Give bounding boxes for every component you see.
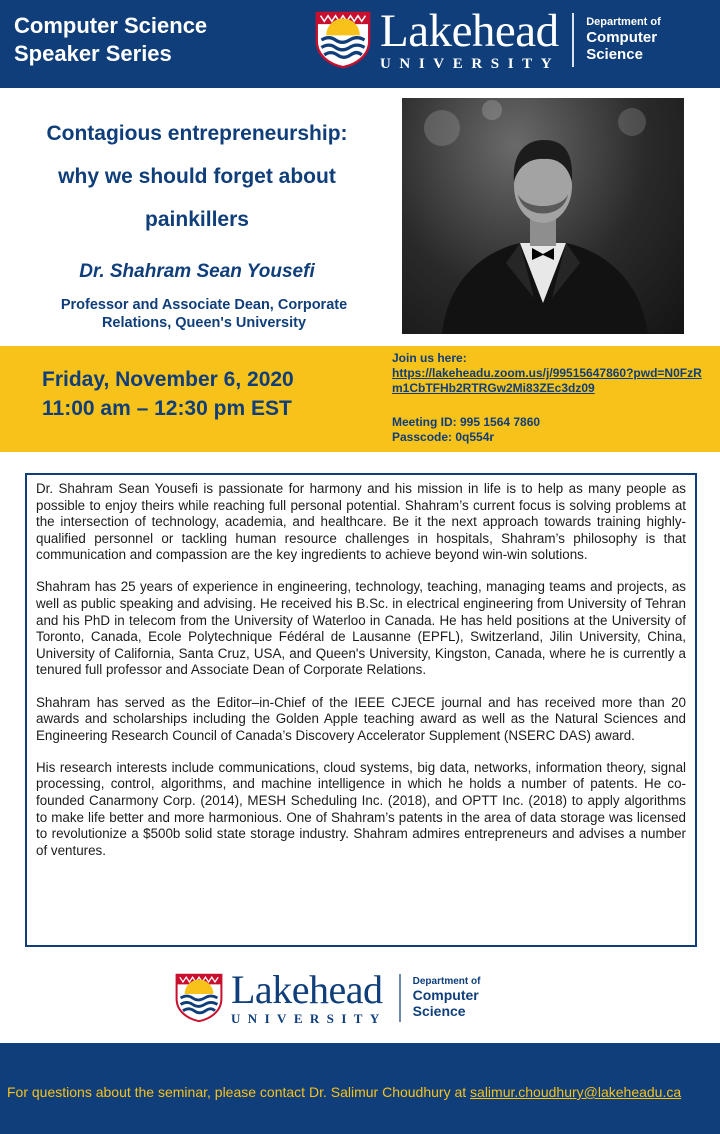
bio-paragraph-1: Dr. Shahram Sean Yousefi is passionate for harmony and his mission in life is to help as many people as possible to enjoy theirs while reaching full personal potential. Shahram’s current focus is solving problems at the intersection of technology, academia, and healthcare. Be it the next approach towards training highly-qualified personnel or tackling human resource challenges in hospitals, Shahram’s philosophy is that communication and compassion are the key ingredients to achieve beyond win-win solutions. xyxy=(36,481,686,563)
logo-university: UNIVERSITY xyxy=(380,56,561,72)
meeting-passcode: Passcode: 0q554r xyxy=(392,430,495,444)
lakehead-logo-header xyxy=(314,5,661,72)
zoom-link[interactable]: https://lakeheadu.zoom.us/j/99515647860?pwd=N0FzRm1CbTFHb2RTRGw2Mi83ZEc3dz09 xyxy=(392,366,702,395)
logo-name: Lakehead xyxy=(231,967,383,1012)
contact-text: For questions about the seminar, please contact Dr. Salimur Choudhury at xyxy=(7,1084,471,1100)
lakehead-shield-icon xyxy=(314,11,372,69)
dept-line-3: Science xyxy=(412,1003,466,1020)
talk-title-line-2: why we should forget about xyxy=(58,165,336,188)
lakehead-shield-icon xyxy=(175,973,223,1023)
speaker-photo xyxy=(402,98,684,334)
speaker-name: Dr. Shahram Sean Yousefi xyxy=(79,261,315,282)
series-title xyxy=(14,12,274,68)
dept-line-1: Department of xyxy=(586,16,661,29)
talk-title-line-1: Contagious entrepreneurship: xyxy=(46,122,348,145)
contact-line xyxy=(7,1084,681,1100)
bio-paragraph-3: Shahram has served as the Editor–in-Chief of the IEEE CJECE journal and has received more than 20 awards and scholarships including the Golden Apple teaching award as well as the Natural Sciences and Engineering Research Council of Canada’s Discovery Accelerator Supplement (NSERC DAS) award. xyxy=(36,694,686,743)
contact-email-link[interactable]: salimur.choudhury@lakeheadu.ca xyxy=(470,1084,682,1100)
affiliation-line-1: Professor and Associate Dean, Corporate xyxy=(60,297,348,313)
affiliation-line-2: Relations, Queen's University xyxy=(101,315,307,331)
logo-divider xyxy=(399,974,401,1022)
speaker-affiliation xyxy=(24,296,384,332)
bio-paragraph-4: His research interests include communications, cloud systems, big data, networks, information theory, signal processing, control, algorithms, and machine intelligence in which he holds a number of patents. He co-founded Canarmony Corp. (2014), MESH Scheduling Inc. (2018), and OPTT Inc. (2018) to apply algorithms to make life better and more harmonious. One of Shahram’s patents in the area of data storage was licensed to revolutionize a $500b solid state storage industry. Shahram admires entrepreneurs and advises a number of ventures. xyxy=(36,759,686,858)
bio-box xyxy=(25,473,697,947)
dept-line-1: Department of xyxy=(412,975,481,987)
speaker-silhouette xyxy=(402,98,684,334)
talk-title xyxy=(14,112,380,241)
bio-paragraph-2: Shahram has 25 years of experience in engineering, technology, teaching, managing teams and projects, as well as public speaking and advising. He received his B.Sc. in electrical engineering from University of Tehran and his PhD in telecom from the University of Waterloo in Canada. He has held positions at the University of Toronto, Canada, Ecole Polytechnique Fédéral de Lausanne (EPFL), Switzerland, Jilin University, China, University of California, Santa Cruz, USA, and Queen's University, Kingston, Canada, where he is currently a tenured full professor and Associate Dean of Corporate Relations. xyxy=(36,579,686,678)
event-time: 11:00 am – 12:30 pm EST xyxy=(42,397,292,420)
series-line-2: Speaker Series xyxy=(14,41,172,66)
logo-department xyxy=(413,976,481,1020)
join-label: Join us here: xyxy=(392,351,467,365)
meeting-details xyxy=(392,415,540,445)
logo-divider xyxy=(572,13,574,67)
event-date: Friday, November 6, 2020 xyxy=(42,368,294,391)
dept-line-2: Computer xyxy=(586,29,658,47)
meeting-id: Meeting ID: 995 1564 7860 xyxy=(392,415,541,429)
lakehead-logo-footer xyxy=(175,967,481,1026)
logo-wordmark xyxy=(380,5,561,72)
logo-department xyxy=(586,16,661,63)
dept-line-2: Computer xyxy=(412,987,479,1004)
logo-wordmark xyxy=(231,967,387,1026)
series-line-1: Computer Science xyxy=(14,13,208,38)
join-info xyxy=(392,351,712,396)
dept-line-3: Science xyxy=(586,46,643,64)
logo-university: UNIVERSITY xyxy=(231,1011,387,1026)
logo-name: Lakehead xyxy=(380,5,559,57)
talk-title-line-3: painkillers xyxy=(145,208,249,231)
